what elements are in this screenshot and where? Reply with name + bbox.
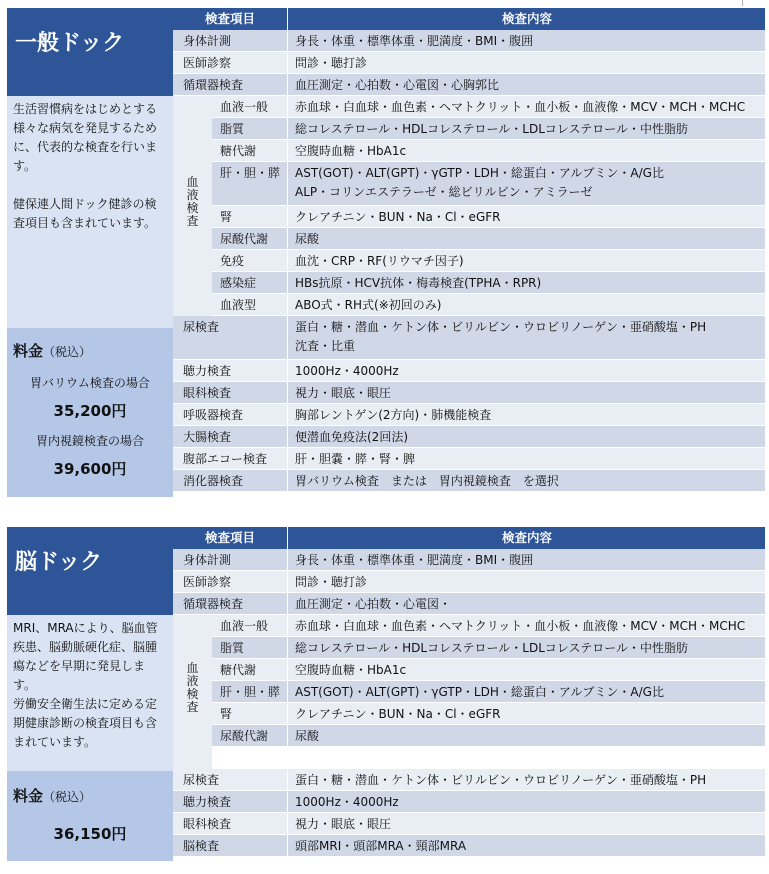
row-content-line2: 沈査・比重 xyxy=(295,339,356,353)
row-item: 血液一般 xyxy=(220,100,269,114)
row-item: 聴力検査 xyxy=(183,364,232,378)
row-content: HBs抗原・HCV抗体・梅毒検査(TPHA・RPR) xyxy=(295,276,542,290)
fee-price-brain: 36,150円 xyxy=(53,825,127,843)
row-content: 赤血球・白血球・血色素・ヘマトクリット・血小板・血液像・MCV・MCH・MCHC xyxy=(295,619,746,633)
table-row xyxy=(173,360,765,382)
header-content: 検査内容 xyxy=(501,11,552,26)
row-item: 脳検査 xyxy=(183,839,220,853)
brain-description: MRI、MRAにより、脳血管疾患、脳動脈硬化症、脳腫瘍などを早期に発見します。 労働安全衛生法に定める定期健康診断の検査項目も含まれています。 xyxy=(13,621,158,749)
row-content: 問診・聴打診 xyxy=(295,56,368,70)
row-item: 血液型 xyxy=(220,298,257,312)
fee-price-endoscope: 39,600円 xyxy=(53,460,127,478)
fee-note: （税込） xyxy=(43,345,92,359)
row-content: 視力・眼底・眼圧 xyxy=(295,386,392,400)
row-item: 身体計測 xyxy=(183,34,232,48)
row-item: 尿酸代謝 xyxy=(220,232,269,246)
row-item: 消化器検査 xyxy=(183,474,244,488)
row-content: 胃バリウム検査 または 胃内視鏡検査 を選択 xyxy=(295,474,559,488)
fee-price-barium: 35,200円 xyxy=(53,402,127,420)
blood-test-label: 血 液 検 査 xyxy=(186,175,199,228)
row-content: 尿酸 xyxy=(295,232,320,246)
row-content: 赤血球・白血球・血色素・ヘマトクリット・血小板・血液像・MCV・MCH・MCHC xyxy=(295,100,746,114)
row-content: 血圧測定・心拍数・心電図・ xyxy=(295,597,452,611)
row-item: 眼科検査 xyxy=(183,386,232,400)
fee-case-endoscope: 胃内視鏡検査の場合 xyxy=(35,434,144,448)
row-item: 糖代謝 xyxy=(220,663,257,677)
row-item: 眼科検査 xyxy=(183,817,232,831)
general-dock-title: 一般ドック xyxy=(15,31,125,56)
row-item: 肝・胆・膵 xyxy=(220,166,281,180)
row-item: 脂質 xyxy=(220,641,245,655)
table-row xyxy=(173,571,765,593)
row-item: 感染症 xyxy=(220,276,257,290)
header-divider xyxy=(287,527,288,549)
row-content: クレアチニン・BUN・Na・Cl・eGFR xyxy=(295,707,501,721)
table-row xyxy=(173,426,765,448)
row-item: 尿検査 xyxy=(183,773,220,787)
row-content: 尿酸 xyxy=(295,729,320,743)
brain-description-box xyxy=(7,615,173,771)
row-item: 尿検査 xyxy=(183,320,220,334)
row-item: 腎 xyxy=(220,210,233,224)
table-row xyxy=(173,835,765,857)
fee-note: （税込） xyxy=(43,790,92,804)
blood-test-group xyxy=(173,96,212,316)
table-row xyxy=(173,593,765,615)
row-item: 聴力検査 xyxy=(183,795,232,809)
row-content-line2: ALP・コリンエステラーゼ・総ビリルビン・アミラーゼ xyxy=(295,185,593,199)
row-item: 糖代謝 xyxy=(220,144,257,158)
header-content: 検査内容 xyxy=(501,530,552,545)
blood-test-group xyxy=(173,615,212,769)
page-edge-line xyxy=(742,0,743,6)
row-content: クレアチニン・BUN・Na・Cl・eGFR xyxy=(295,210,501,224)
general-fee-box xyxy=(7,328,173,497)
row-content: AST(GOT)・ALT(GPT)・γGTP・LDH・総蛋白・アルブミン・A/G比 xyxy=(295,685,664,699)
row-item: 血液一般 xyxy=(220,619,269,633)
table-row xyxy=(173,791,765,813)
row-content: 胸部レントゲン(2方向)・肺機能検査 xyxy=(295,408,492,422)
row-item: 免疫 xyxy=(220,254,245,268)
fee-case-barium: 胃バリウム検査の場合 xyxy=(30,376,150,390)
row-content: 身長・体重・標準体重・肥満度・BMI・腹囲 xyxy=(295,553,534,567)
header-divider xyxy=(287,8,288,30)
row-item: 医師診察 xyxy=(183,575,232,589)
row-content: 空腹時血糖・HbA1c xyxy=(295,144,407,158)
row-content: ABO式・RH式(※初回のみ) xyxy=(295,298,442,312)
row-item: 医師診察 xyxy=(183,56,232,70)
table-row xyxy=(173,813,765,835)
table-row xyxy=(173,382,765,404)
row-content: 便潜血免疫法(2回法) xyxy=(295,430,408,444)
row-item: 尿酸代謝 xyxy=(220,729,269,743)
row-content: 総コレステロール・HDLコレステロール・LDLコレステロール・中性脂肪 xyxy=(295,122,689,136)
row-item: 循環器検査 xyxy=(183,597,244,611)
brain-dock-section xyxy=(7,527,765,861)
row-content: 蛋白・糖・潜血・ケトン体・ビリルビン・ウロビリノーゲン・亜硝酸塩・PH xyxy=(295,773,707,787)
brain-dock-title-box xyxy=(7,527,173,615)
row-content: 総コレステロール・HDLコレステロール・LDLコレステロール・中性脂肪 xyxy=(295,641,689,655)
row-item: 脂質 xyxy=(220,122,245,136)
row-item: 身体計測 xyxy=(183,553,232,567)
row-item: 肝・胆・膵 xyxy=(220,685,281,699)
row-item: 循環器検査 xyxy=(183,78,244,92)
general-description: 生活習慣病をはじめとする様々な病気を発見するために、代表的な検査を行います。 健保連人間ドック健診の検査項目も含まれています。 xyxy=(13,102,158,230)
row-content: 血沈・CRP・RF(リウマチ因子) xyxy=(295,254,464,268)
row-item: 腹部エコー検査 xyxy=(183,452,268,466)
brain-dock-title: 脳ドック xyxy=(15,550,103,575)
row-content: 視力・眼底・眼圧 xyxy=(295,817,392,831)
fee-label-text: 料金 xyxy=(13,787,44,805)
header-item: 検査項目 xyxy=(204,530,255,545)
row-item: 呼吸器検査 xyxy=(183,408,244,422)
fee-label xyxy=(13,340,91,361)
row-item: 腎 xyxy=(220,707,233,721)
column-divider xyxy=(287,549,288,857)
blood-test-label: 血 液 検 査 xyxy=(186,661,199,714)
row-content: 肝・胆嚢・膵・腎・脾 xyxy=(295,452,416,466)
row-content: 1000Hz・4000Hz xyxy=(295,795,399,809)
table-row xyxy=(173,52,765,74)
row-content: 問診・聴打診 xyxy=(295,575,368,589)
row-content: 血圧測定・心拍数・心電図・心胸郭比 xyxy=(295,78,500,92)
row-content: 1000Hz・4000Hz xyxy=(295,364,399,378)
row-content: 空腹時血糖・HbA1c xyxy=(295,663,407,677)
general-description-box xyxy=(7,96,173,328)
column-divider xyxy=(287,30,288,492)
blank-row xyxy=(212,747,765,769)
general-dock-section xyxy=(7,8,765,497)
brain-fee-box xyxy=(7,771,173,861)
general-dock-title-box xyxy=(7,8,173,96)
fee-label xyxy=(13,785,91,806)
row-content: AST(GOT)・ALT(GPT)・γGTP・LDH・総蛋白・アルブミン・A/G比 xyxy=(295,166,664,180)
fee-label-text: 料金 xyxy=(13,342,44,360)
row-content: 身長・体重・標準体重・肥満度・BMI・腹囲 xyxy=(295,34,534,48)
row-divider xyxy=(173,856,765,857)
row-content: 蛋白・糖・潜血・ケトン体・ビリルビン・ウロビリノーゲン・亜硝酸塩・PH xyxy=(295,320,707,334)
header-item: 検査項目 xyxy=(204,11,255,26)
row-content: 頭部MRI・頭部MRA・頸部MRA xyxy=(295,839,467,853)
row-item: 大腸検査 xyxy=(183,430,232,444)
row-divider xyxy=(173,491,765,492)
